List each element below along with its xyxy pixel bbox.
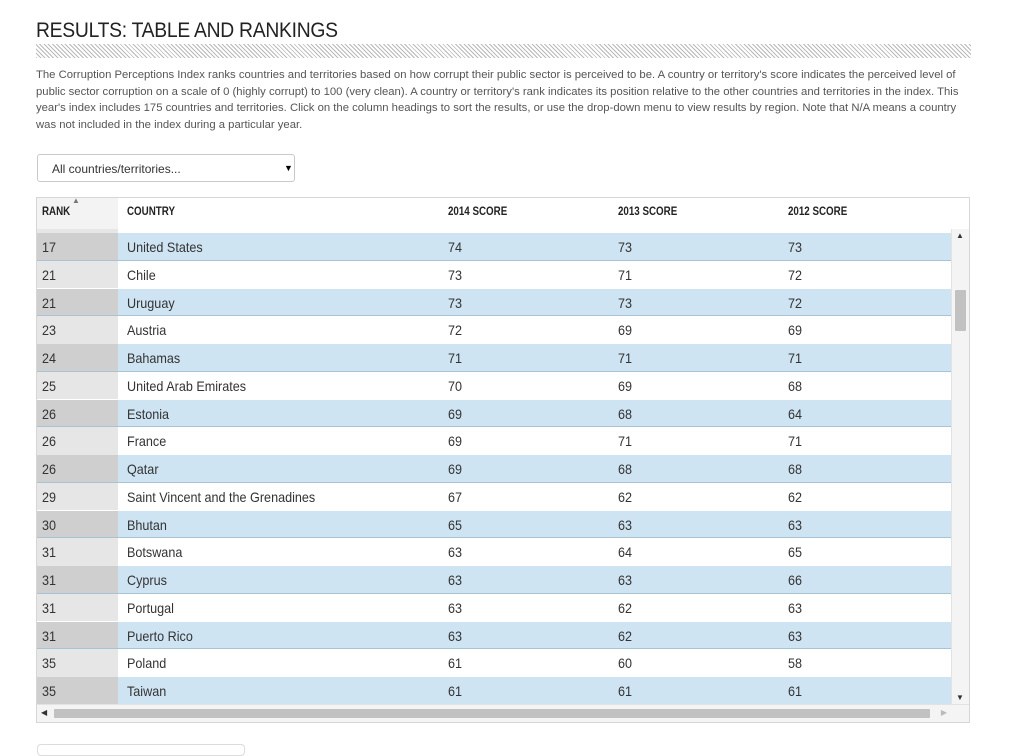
- vertical-scrollbar[interactable]: [951, 229, 969, 706]
- score-2014-cell: 63: [448, 627, 463, 644]
- score-2012-cell: 68: [788, 377, 803, 394]
- score-2014-cell: 61: [448, 655, 463, 672]
- rank-cell-text: 31: [42, 572, 57, 588]
- table-row[interactable]: [37, 372, 953, 400]
- table-row[interactable]: [37, 677, 953, 705]
- score-2012-cell: 72: [788, 294, 803, 311]
- score-2014-cell: 72: [448, 322, 463, 339]
- score-2012-cell: 65: [788, 544, 803, 561]
- table-row[interactable]: [37, 483, 953, 511]
- score-2012-cell: 69: [788, 322, 803, 339]
- score-2013-cell: 62: [618, 488, 633, 505]
- table-header: [37, 198, 953, 230]
- country-cell: Chile: [127, 266, 156, 283]
- rank-cell-text: 35: [42, 683, 57, 699]
- table-row[interactable]: [37, 427, 953, 455]
- sort-arrow-icon: ▲: [72, 197, 80, 205]
- score-2014-cell: 73: [448, 294, 463, 311]
- country-cell: Estonia: [127, 405, 170, 422]
- score-2014-cell: 61: [448, 683, 463, 699]
- country-cell: Botswana: [127, 544, 183, 561]
- horizontal-scrollbar[interactable]: [37, 704, 969, 722]
- score-2013-cell: 69: [618, 377, 633, 394]
- country-cell: Saint Vincent and the Grenadines: [127, 488, 316, 505]
- score-2013-cell: 61: [618, 683, 633, 699]
- table-row[interactable]: [37, 622, 953, 650]
- score-2012-cell: 63: [788, 599, 803, 616]
- rank-cell-text: 17: [42, 239, 57, 255]
- rank-cell-text: 21: [42, 266, 57, 283]
- table-row[interactable]: [37, 344, 953, 372]
- score-2012-cell: 61: [788, 683, 803, 699]
- score-2012-cell: 73: [788, 239, 803, 255]
- scroll-right-icon[interactable]: ▶: [940, 708, 947, 717]
- table-body: [37, 229, 953, 705]
- country-cell: Bhutan: [127, 516, 167, 533]
- column-header-2012-score[interactable]: 2012 SCORE: [788, 206, 848, 218]
- country-cell: Cyprus: [127, 572, 167, 588]
- score-2014-cell: 69: [448, 405, 463, 422]
- scroll-up-icon[interactable]: ▲: [956, 231, 964, 240]
- table-row[interactable]: [37, 511, 953, 539]
- table-row[interactable]: [37, 455, 953, 483]
- score-2014-cell: 71: [448, 350, 463, 366]
- region-filter-dropdown[interactable]: [37, 154, 295, 182]
- score-2014-cell: 63: [448, 599, 463, 616]
- rank-cell-text: 35: [42, 655, 57, 672]
- column-header-country[interactable]: COUNTRY: [127, 206, 175, 218]
- column-header-rank[interactable]: RANK: [42, 206, 71, 218]
- score-2013-cell: 71: [618, 350, 633, 366]
- vertical-scroll-thumb[interactable]: [955, 290, 966, 331]
- region-filter-value: All countries/territories...: [52, 162, 181, 176]
- score-2013-cell: 69: [618, 322, 633, 339]
- country-cell: Uruguay: [127, 294, 175, 311]
- score-2012-cell: 71: [788, 433, 803, 450]
- score-2012-cell: 68: [788, 461, 803, 477]
- score-2012-cell: 71: [788, 350, 803, 366]
- score-2014-cell: 70: [448, 377, 463, 394]
- table-row[interactable]: [37, 289, 953, 317]
- title-divider: [36, 44, 971, 58]
- rank-cell-text: 29: [42, 488, 57, 505]
- score-2013-cell: 62: [618, 599, 633, 616]
- score-2013-cell: 73: [618, 294, 633, 311]
- country-cell: France: [127, 433, 167, 450]
- score-2013-cell: 62: [618, 627, 633, 644]
- score-2013-cell: 73: [618, 239, 633, 255]
- score-2014-cell: 73: [448, 266, 463, 283]
- rank-cell-text: 30: [42, 516, 57, 533]
- score-2013-cell: 60: [618, 655, 633, 672]
- page-title: RESULTS: TABLE AND RANKINGS: [36, 19, 338, 42]
- score-2014-cell: 63: [448, 544, 463, 561]
- rank-cell-text: 25: [42, 377, 57, 394]
- score-2013-cell: 71: [618, 433, 633, 450]
- rank-cell-text: 26: [42, 433, 57, 450]
- country-cell: United Arab Emirates: [127, 377, 247, 394]
- score-2012-cell: 64: [788, 405, 803, 422]
- rank-cell-text: 26: [42, 461, 57, 477]
- scroll-left-icon[interactable]: ◀: [41, 708, 48, 717]
- table-row[interactable]: [37, 566, 953, 594]
- rank-cell-text: 31: [42, 627, 57, 644]
- score-2012-cell: 63: [788, 627, 803, 644]
- scroll-down-icon[interactable]: ▼: [956, 693, 964, 702]
- table-row[interactable]: [37, 316, 953, 344]
- rank-cell-text: 21: [42, 294, 57, 311]
- country-cell: Poland: [127, 655, 167, 672]
- chevron-down-icon: ▼: [284, 163, 293, 173]
- score-2012-cell: 72: [788, 266, 803, 283]
- rank-cell-text: 31: [42, 599, 57, 616]
- country-cell: Qatar: [127, 461, 159, 477]
- table-row[interactable]: [37, 538, 953, 566]
- table-row[interactable]: [37, 594, 953, 622]
- description-text: The Corruption Perceptions Index ranks countries and territories based on how corrupt their public sector is perceived to be. A country or territory's score indicates the perceived level of public sector corruption on a scale of 0 (highly corrupt) to 100 (very clean). A country or territory's rank indicates its position relative to the other countries and territories in the index. This year's index includes 175 countries and territories. Click on the column headings to sort the results, or use the drop-down menu to view results by region. Note that N/A means a country was not included in the index during a particular year.: [36, 69, 959, 131]
- score-2012-cell: 58: [788, 655, 803, 672]
- score-2013-cell: 68: [618, 461, 633, 477]
- results-table: [36, 197, 970, 723]
- country-cell: Taiwan: [127, 683, 167, 699]
- score-2014-cell: 69: [448, 433, 463, 450]
- country-cell: United States: [127, 239, 203, 255]
- country-cell: Bahamas: [127, 350, 181, 366]
- score-2012-cell: 63: [788, 516, 803, 533]
- table-row[interactable]: [37, 649, 953, 677]
- score-2013-cell: 64: [618, 544, 633, 561]
- score-2014-cell: 65: [448, 516, 463, 533]
- column-header-2014-score[interactable]: 2014 SCORE: [448, 206, 508, 218]
- score-2013-cell: 63: [618, 572, 633, 588]
- table-row[interactable]: [37, 400, 953, 428]
- rank-cell-text: 26: [42, 405, 57, 422]
- rank-cell-text: 24: [42, 350, 57, 366]
- score-2014-cell: 67: [448, 488, 463, 505]
- score-2014-cell: 69: [448, 461, 463, 477]
- rank-cell-text: 31: [42, 544, 57, 561]
- column-header-2013-score[interactable]: 2013 SCORE: [618, 206, 678, 218]
- score-2013-cell: 68: [618, 405, 633, 422]
- country-cell: Puerto Rico: [127, 627, 193, 644]
- score-2012-cell: 66: [788, 572, 803, 588]
- table-row[interactable]: [37, 261, 953, 289]
- score-2014-cell: 74: [448, 239, 463, 255]
- score-2013-cell: 63: [618, 516, 633, 533]
- rank-cell-text: 23: [42, 322, 57, 339]
- country-cell: Portugal: [127, 599, 174, 616]
- horizontal-scroll-thumb[interactable]: [54, 709, 930, 718]
- score-2013-cell: 71: [618, 266, 633, 283]
- score-2012-cell: 62: [788, 488, 803, 505]
- table-row[interactable]: [37, 233, 953, 261]
- bottom-control-fragment: [37, 744, 245, 756]
- score-2014-cell: 63: [448, 572, 463, 588]
- country-cell: Austria: [127, 322, 167, 339]
